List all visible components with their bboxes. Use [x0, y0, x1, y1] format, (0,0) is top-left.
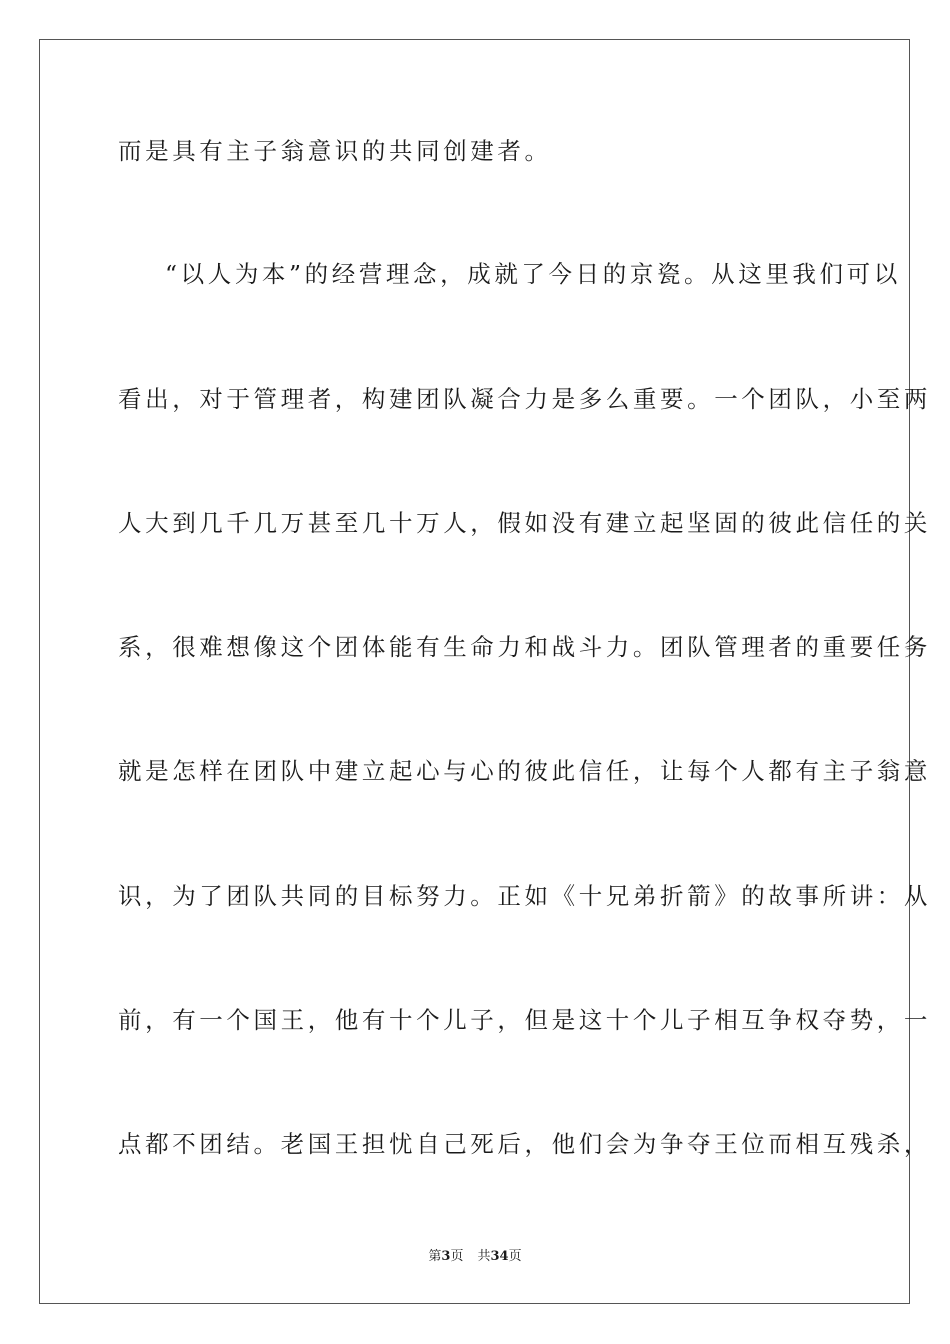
total-pages: 34 — [490, 1249, 509, 1264]
page-suffix: 页 — [450, 1249, 464, 1264]
text-line-6: 就是怎样在团队中建立起心与心的彼此信任，让每个人都有主子翁意 — [118, 757, 931, 785]
page-border — [39, 39, 931, 1304]
text-line-7: 识，为了团队共同的目标努力。正如《十兄弟折箭》的故事所讲：从 — [118, 882, 931, 910]
text-line-8: 前，有一个国王，他有十个儿子，但是这十个儿子相互争权夺势，一 — [118, 1006, 931, 1034]
text-line-4: 人大到几千几万甚至几十万人，假如没有建立起坚固的彼此信任的关 — [118, 509, 931, 537]
text-line-1: 而是具有主子翁意识的共同创建者。 — [118, 137, 552, 165]
text-line-3: 看出，对于管理者，构建团队凝合力是多么重要。一个团队，小至两 — [118, 385, 931, 413]
text-line-2: “以人为本”的经营理念，成就了今日的京瓷。从这里我们可以 — [165, 260, 901, 288]
page-number: 3 — [441, 1249, 451, 1264]
page-prefix: 第 — [428, 1249, 442, 1264]
text-line-5: 系，很难想像这个团体能有生命力和战斗力。团队管理者的重要任务 — [118, 633, 931, 661]
total-prefix: 共 — [477, 1249, 491, 1264]
text-line-9: 点都不团结。老国王担忧自己死后，他们会为争夺王位而相互残杀， — [118, 1130, 931, 1158]
page-footer — [0, 1248, 950, 1266]
total-suffix: 页 — [508, 1249, 522, 1264]
